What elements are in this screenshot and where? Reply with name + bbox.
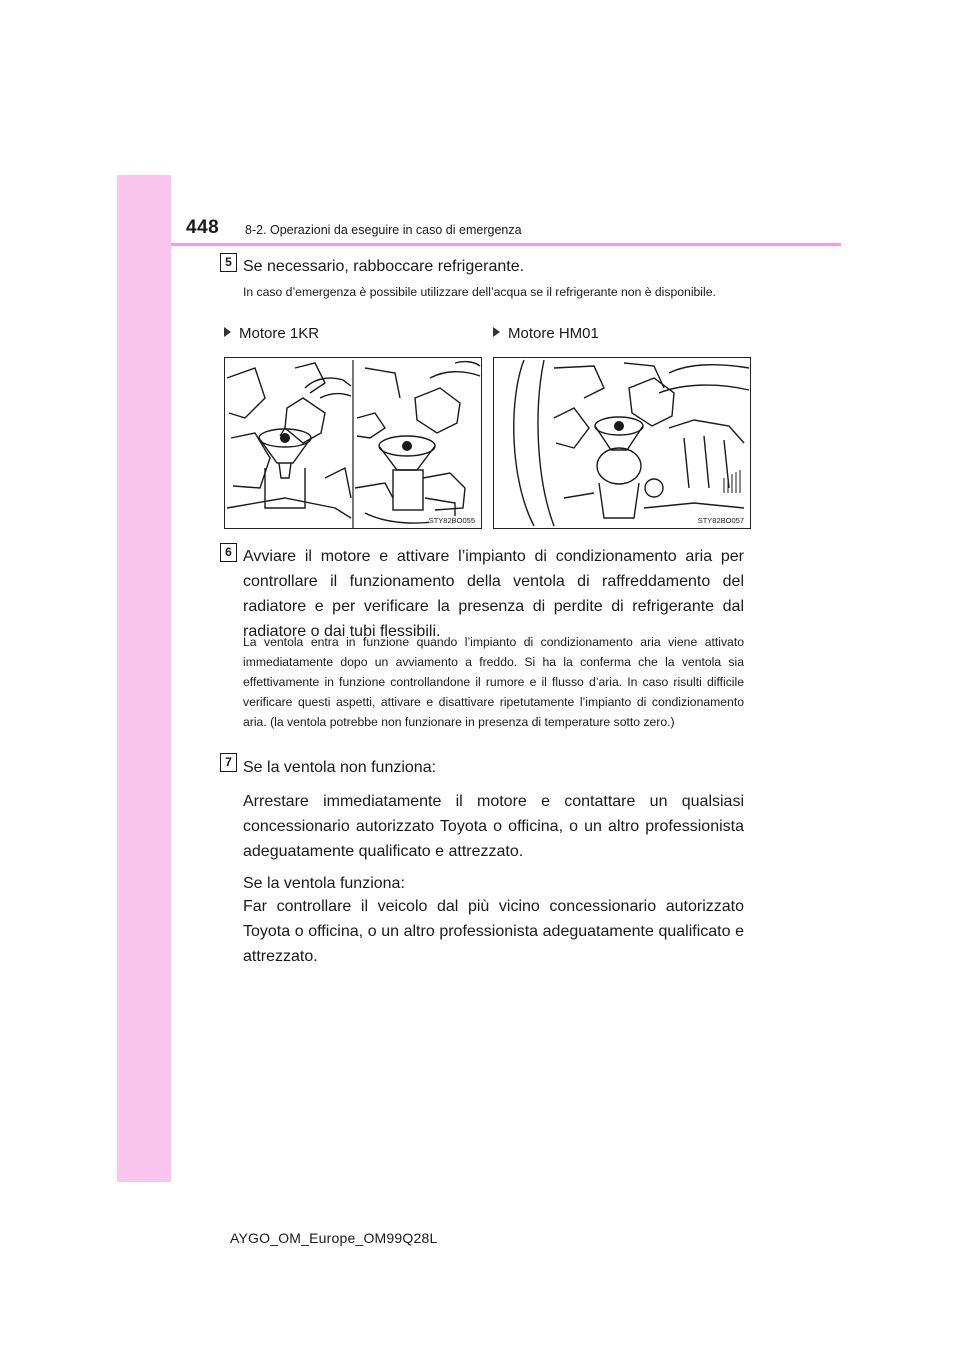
engine-hm01-illustration xyxy=(494,358,750,528)
side-band xyxy=(117,175,171,1182)
figure-code-1kr: STY82BO055 xyxy=(428,516,475,525)
step-5-note: In caso d’emergenza è possibile utilizzare dell’acqua se il refrigerante non è disponibile. xyxy=(243,285,716,299)
figure-label-hm01: Motore HM01 xyxy=(493,325,599,342)
engine-1kr-illustration xyxy=(225,358,481,528)
section-title: 8-2. Operazioni da eseguire in caso di emergenza xyxy=(245,223,522,237)
footer-doc-code: AYGO_OM_Europe_OM99Q28L xyxy=(230,1230,438,1246)
step-6-note: La ventola entra in funzione quando l’impianto di condizionamento aria viene attivato immediatamente dopo un avviamento a freddo. Si ha la conferma che la ventola sia effettivamente in funzione controllandone il rumore e il flusso d’aria. In caso risulti difficile verificare questi aspetti, attivare e disattivare ripetutamente l’impianto di condizionamento aria. (la ventola potrebbe non funzionare in presenza di temperature sotto zero.) xyxy=(243,635,744,729)
header-rule xyxy=(171,243,841,246)
step-7-para2-title: Se la ventola funziona: xyxy=(243,875,405,892)
step-6-text: Avviare il motore e attivare l’impianto di condizionamento aria per controllare il funzionamento della ventola di raffreddamento del radiatore e per verificare la presenza di perdite di refrigerante dal radiatore o dai tubi flessibili. xyxy=(243,548,744,640)
triangle-bullet-icon xyxy=(224,327,231,337)
step-7-para2: Far controllare il veicolo dal più vicino concessionario autorizzato Toyota o officina, o un altro professionista adeguatamente qualificato e attrezzato. xyxy=(243,898,744,965)
step-7-para1: Arrestare immediatamente il motore e contattare un qualsiasi concessionario autorizzato Toyota o officina, o un altro professionista adeguatamente qualificato e attrezzato. xyxy=(243,793,744,860)
step-badge-6: 6 xyxy=(220,543,237,562)
figure-engine-1kr xyxy=(224,357,482,529)
step-5-text: Se necessario, rabboccare refrigerante. xyxy=(243,258,525,275)
step-7-text: Se la ventola non funziona: xyxy=(243,759,437,776)
figure-label-1kr: Motore 1KR xyxy=(224,325,319,342)
step-badge-5: 5 xyxy=(220,253,237,272)
triangle-bullet-icon xyxy=(493,327,500,337)
page-number: 448 xyxy=(186,217,220,238)
figure-code-hm01: STY82BO057 xyxy=(697,516,744,525)
figure-engine-hm01 xyxy=(493,357,751,529)
step-badge-7: 7 xyxy=(220,753,237,772)
